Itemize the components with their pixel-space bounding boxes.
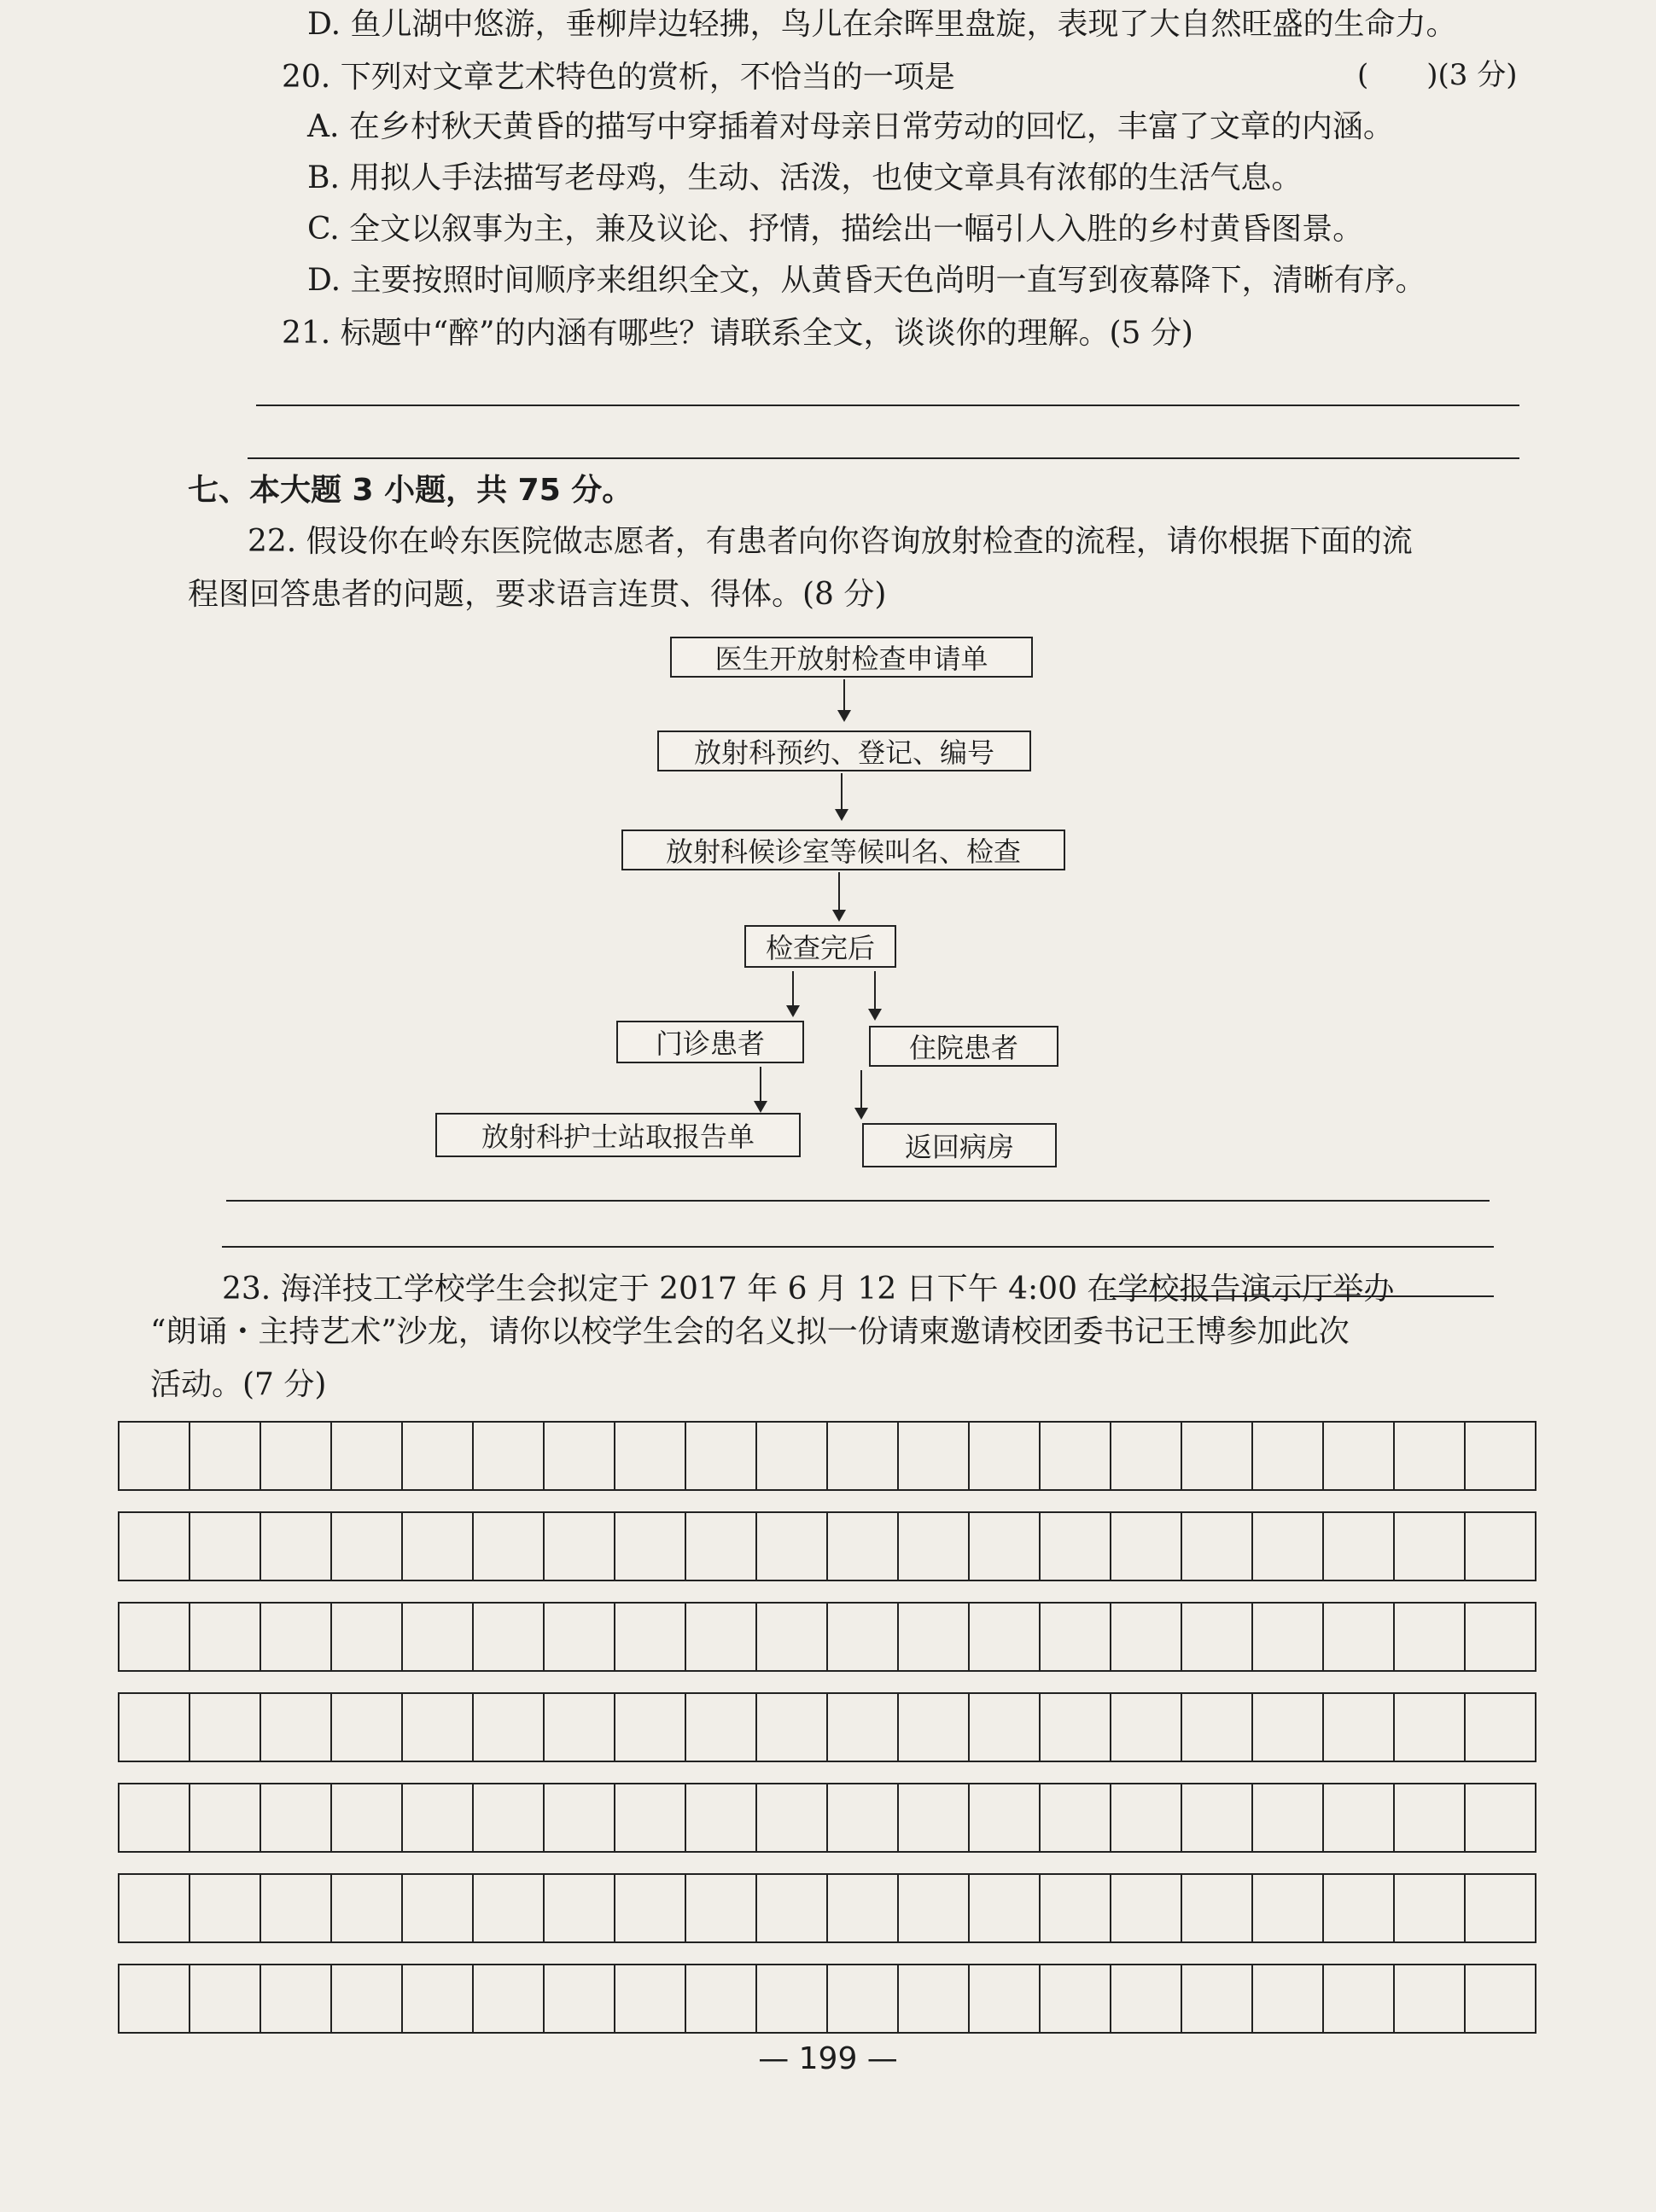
flow-step-waiting-exam: 放射科候诊室等候叫名、检查 bbox=[621, 830, 1065, 870]
flow-arrow-inpatient bbox=[860, 1070, 862, 1118]
page-number: — 199 — bbox=[758, 2041, 898, 2076]
flow-arrow-1 bbox=[843, 679, 845, 720]
grid-row[interactable] bbox=[118, 1511, 1536, 1581]
flow-end-return-ward: 返回病房 bbox=[862, 1123, 1057, 1167]
section-7-heading: 七、本大题 3 小题，共 75 分。 bbox=[188, 473, 633, 508]
q22-stem-line-1: 22. 假设你在岭东医院做志愿者，有患者向你咨询放射检查的流程，请你根据下面的流 bbox=[248, 524, 1413, 559]
grid-row[interactable] bbox=[118, 1421, 1536, 1491]
q19-option-d: D. 鱼儿湖中悠游，垂柳岸边轻拂，鸟儿在余晖里盘旋，表现了大自然旺盛的生命力。 bbox=[307, 7, 1457, 42]
q22-stem-line-2: 程图回答患者的问题，要求语言连贯、得体。(8 分) bbox=[188, 577, 887, 612]
q20-stem: 20. 下列对文章艺术特色的赏析，不恰当的一项是 bbox=[282, 60, 955, 95]
q20-option-b: B. 用拟人手法描写老母鸡，生动、活泼，也使文章具有浓郁的生活气息。 bbox=[307, 160, 1303, 195]
grid-row[interactable] bbox=[118, 1602, 1536, 1672]
flow-branch-outpatient: 门诊患者 bbox=[616, 1021, 804, 1063]
q20-answer-bracket[interactable]: ( )(3 分) bbox=[1357, 58, 1518, 92]
flow-end-collect-report: 放射科护士站取报告单 bbox=[435, 1113, 801, 1157]
q22-answer-line-1[interactable] bbox=[226, 1200, 1490, 1202]
flow-arrow-right-split bbox=[874, 971, 876, 1019]
q22-answer-line-2[interactable] bbox=[222, 1246, 1494, 1248]
q23-stem-line-3: 活动。(7 分) bbox=[150, 1367, 327, 1402]
grid-row[interactable] bbox=[118, 1873, 1536, 1943]
grid-row[interactable] bbox=[118, 1783, 1536, 1853]
q23-stem-line-2: “朗诵・主持艺术”沙龙，请你以校学生会的名义拟一份请柬邀请校团委书记王博参加此次 bbox=[150, 1314, 1350, 1349]
flow-step-exam-done: 检查完后 bbox=[744, 925, 896, 968]
flow-branch-inpatient: 住院患者 bbox=[869, 1026, 1058, 1067]
grid-row[interactable] bbox=[118, 1692, 1536, 1762]
q21-answer-line-2[interactable] bbox=[248, 457, 1519, 459]
q20-option-a: A. 在乡村秋天黄昏的描写中穿插着对母亲日常劳动的回忆，丰富了文章的内涵。 bbox=[307, 109, 1394, 144]
flow-arrow-outpatient bbox=[760, 1067, 761, 1111]
q21-stem: 21. 标题中“醉”的内涵有哪些？请联系全文，谈谈你的理解。(5 分) bbox=[282, 316, 1193, 351]
q20-option-c: C. 全文以叙事为主，兼及议论、抒情，描绘出一幅引人入胜的乡村黄昏图景。 bbox=[307, 212, 1364, 247]
q23-stem-line-1: 23. 海洋技工学校学生会拟定于 2017 年 6 月 12 日下午 4:00 在学校报告演示厅举办 bbox=[222, 1272, 1395, 1307]
flow-step-appointment: 放射科预约、登记、编号 bbox=[657, 731, 1031, 771]
writing-grid[interactable] bbox=[118, 1421, 1536, 2054]
flow-arrow-left-split bbox=[792, 971, 794, 1016]
flow-step-doctor-request: 医生开放射检查申请单 bbox=[670, 637, 1033, 678]
grid-row[interactable] bbox=[118, 1964, 1536, 2034]
flow-arrow-3 bbox=[838, 872, 840, 920]
q20-option-d: D. 主要按照时间顺序来组织全文，从黄昏天色尚明一直写到夜幕降下，清晰有序。 bbox=[307, 263, 1426, 298]
q21-answer-line-1[interactable] bbox=[256, 405, 1519, 406]
flow-arrow-2 bbox=[841, 773, 843, 819]
